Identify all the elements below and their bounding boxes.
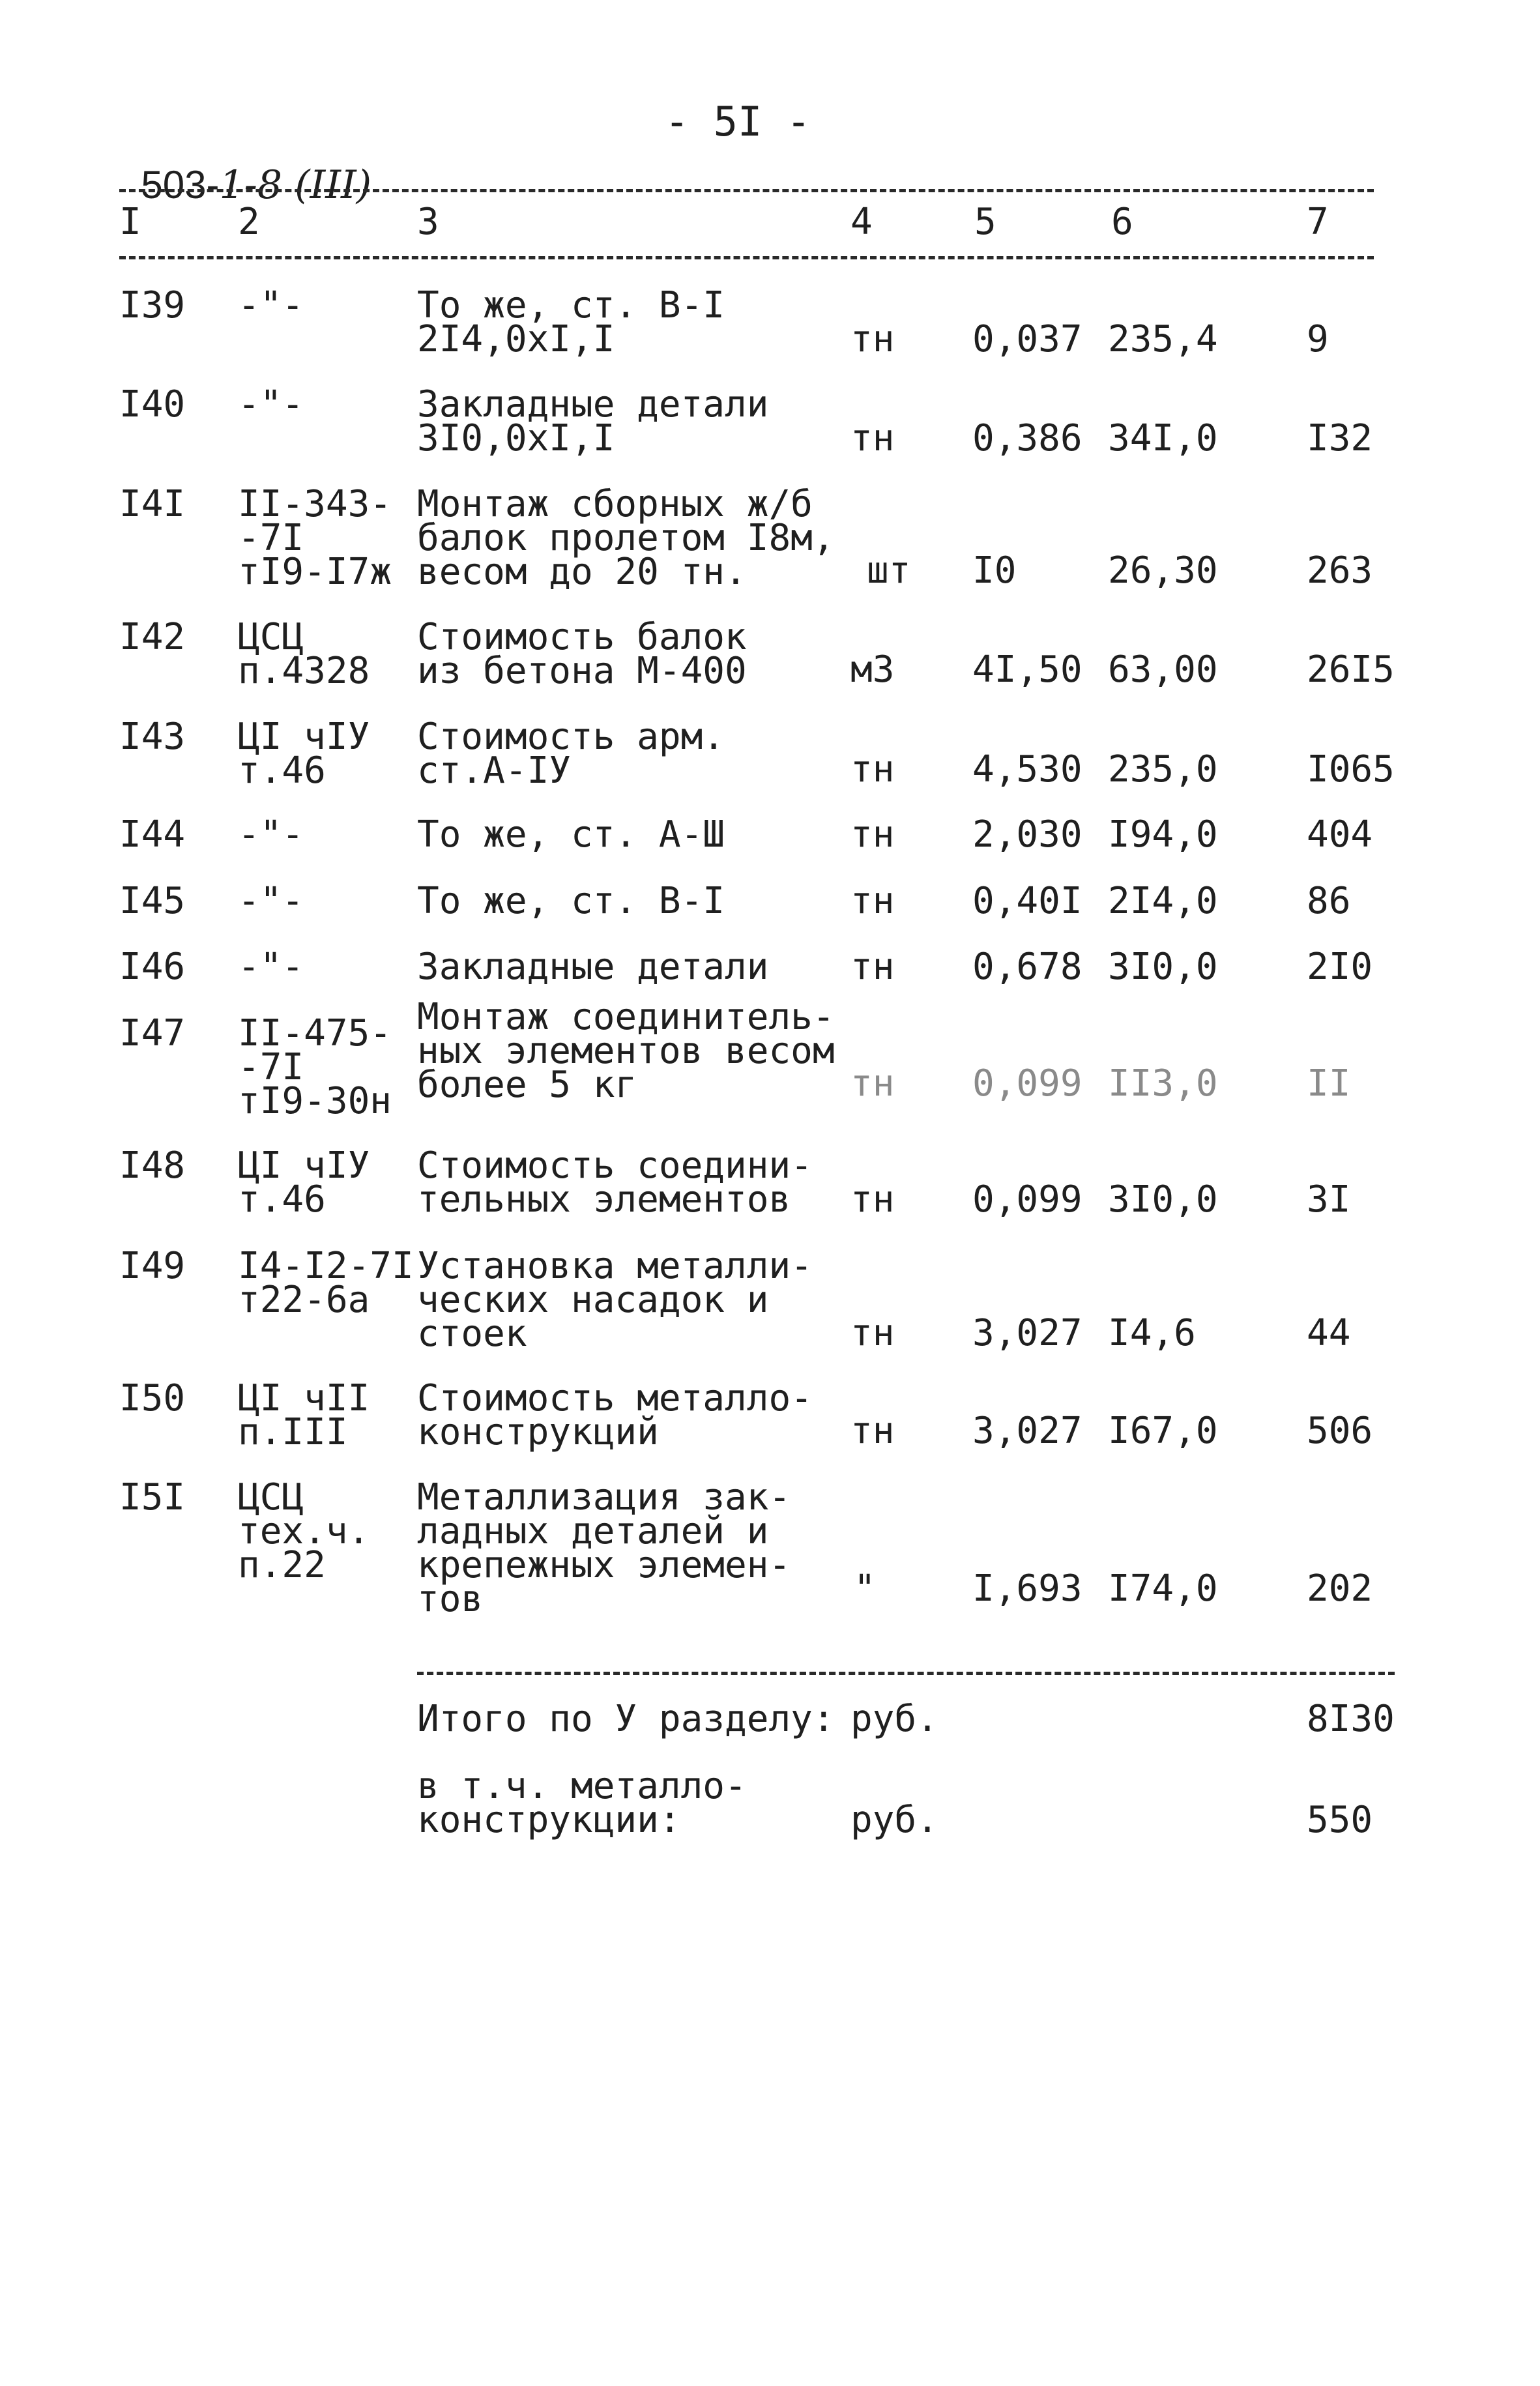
col-header-3: 3 xyxy=(417,201,439,243)
row-description: Монтаж сборных ж/б балок пролетом I8м, весом до 20 тн. xyxy=(417,483,835,593)
row-quantity: 3,027 xyxy=(972,1410,1082,1452)
row-description: Монтаж соединитель- ных элементов весом более 5 кг xyxy=(417,996,835,1106)
row-number: I4I xyxy=(119,483,186,525)
row-number: I50 xyxy=(119,1377,186,1419)
row-number: I44 xyxy=(119,813,186,856)
row-quantity: 4I,50 xyxy=(972,648,1082,691)
row-unit: тн xyxy=(850,318,895,360)
row-total: 2I0 xyxy=(1307,946,1373,988)
row-number: I46 xyxy=(119,946,186,988)
row-total: 3I xyxy=(1307,1178,1351,1221)
row-description: Стоимость соедини- тельных элементов xyxy=(417,1144,813,1221)
row-description: То же, ст. В-I 2I4,0xI,I xyxy=(417,284,725,360)
col-header-2: 2 xyxy=(238,201,260,243)
page-number: - 5I - xyxy=(665,98,811,145)
row-description: Закладные детали 3I0,0xI,I xyxy=(417,383,769,459)
row-total: 263 xyxy=(1307,549,1373,592)
row-reference: -"- xyxy=(238,946,304,988)
row-total: 202 xyxy=(1307,1567,1373,1610)
row-quantity: 0,099 xyxy=(972,1062,1082,1105)
col-header-4: 4 xyxy=(850,201,873,243)
row-unit: тн xyxy=(850,1312,895,1354)
row-quantity: 0,40I xyxy=(972,880,1082,922)
row-quantity: 2,030 xyxy=(972,813,1082,856)
row-price: 3I0,0 xyxy=(1108,1178,1218,1221)
row-reference: ЦI чIУ т.46 xyxy=(238,1144,370,1221)
metal-structures-label: в т.ч. металло- конструкции: xyxy=(417,1765,747,1841)
row-unit: шт xyxy=(867,549,911,592)
row-unit: тн xyxy=(850,417,895,459)
row-quantity: 4,530 xyxy=(972,748,1082,791)
row-description: Стоимость арм. ст.А-IУ xyxy=(417,716,725,792)
row-number: I48 xyxy=(119,1144,186,1187)
row-unit: тн xyxy=(850,1062,895,1105)
col-header-7: 7 xyxy=(1307,201,1329,243)
row-unit: м3 xyxy=(850,648,895,691)
row-total: 9 xyxy=(1307,318,1329,360)
row-quantity: 0,386 xyxy=(972,417,1082,459)
row-price: I4,6 xyxy=(1108,1312,1196,1354)
row-quantity: I,693 xyxy=(972,1567,1082,1610)
row-number: I5I xyxy=(119,1476,186,1519)
row-price: 3I0,0 xyxy=(1108,946,1218,988)
row-reference: -"- xyxy=(238,813,304,856)
row-number: I39 xyxy=(119,284,186,327)
metal-structures-unit: руб. xyxy=(850,1799,938,1841)
row-number: I43 xyxy=(119,716,186,758)
row-number: I40 xyxy=(119,383,186,426)
row-description: Металлизация зак- ладных деталей и крепежных элемен- тов xyxy=(417,1476,791,1620)
row-reference: ЦСЦ тех.ч. п.22 xyxy=(238,1476,370,1586)
document-code-handwritten: 1-8 (III) xyxy=(219,162,372,208)
row-unit: тн xyxy=(850,1178,895,1221)
row-reference: ЦI чIУ т.46 xyxy=(238,716,370,792)
col-header-1: I xyxy=(119,201,141,243)
row-reference: II-343- -7I тI9-I7ж xyxy=(238,483,392,593)
row-price: II3,0 xyxy=(1108,1062,1218,1105)
row-description: То же, ст. В-I xyxy=(417,880,725,922)
row-total: I32 xyxy=(1307,417,1373,459)
row-reference: -"- xyxy=(238,284,304,327)
row-reference: II-475- -7I тI9-30н xyxy=(238,1012,392,1122)
header-top-rule xyxy=(119,189,1374,192)
row-unit: " xyxy=(854,1567,876,1610)
row-price: 235,4 xyxy=(1108,318,1218,360)
row-description: То же, ст. А-Ш xyxy=(417,813,725,856)
row-unit: тн xyxy=(850,1410,895,1452)
col-header-5: 5 xyxy=(974,201,996,243)
row-unit: тн xyxy=(850,946,895,988)
row-number: I42 xyxy=(119,616,186,658)
row-unit: тн xyxy=(850,748,895,791)
row-total: II xyxy=(1307,1062,1351,1105)
row-price: I67,0 xyxy=(1108,1410,1218,1452)
row-description: Установка металли- ческих насадок и стоек xyxy=(417,1245,813,1355)
row-description: Стоимость металло- конструкций xyxy=(417,1377,813,1453)
row-price: 63,00 xyxy=(1108,648,1218,691)
row-total: I065 xyxy=(1307,748,1395,791)
row-description: Закладные детали xyxy=(417,946,769,988)
total-label: Итого по У разделу: xyxy=(417,1698,835,1740)
document-code-printed: 503- xyxy=(141,163,220,207)
row-number: I49 xyxy=(119,1245,186,1287)
row-unit: тн xyxy=(850,813,895,856)
row-quantity: 0,037 xyxy=(972,318,1082,360)
row-price: I94,0 xyxy=(1108,813,1218,856)
summary-rule xyxy=(417,1672,1395,1675)
row-unit: тн xyxy=(850,880,895,922)
col-header-6: 6 xyxy=(1111,201,1133,243)
row-reference: ЦI чII п.III xyxy=(238,1377,370,1453)
row-total: 86 xyxy=(1307,880,1351,922)
row-reference: I4-I2-7I т22-6а xyxy=(238,1245,414,1321)
header-bottom-rule xyxy=(119,256,1374,259)
row-total: 44 xyxy=(1307,1312,1351,1354)
row-total: 506 xyxy=(1307,1410,1373,1452)
row-reference: -"- xyxy=(238,383,304,426)
row-price: 26,30 xyxy=(1108,549,1218,592)
row-reference: ЦСЦ п.4328 xyxy=(238,616,370,692)
row-reference: -"- xyxy=(238,880,304,922)
row-price: 2I4,0 xyxy=(1108,880,1218,922)
row-number: I47 xyxy=(119,1012,186,1055)
document-code xyxy=(119,117,371,208)
total-unit: руб. xyxy=(850,1698,938,1740)
metal-structures-value: 550 xyxy=(1307,1799,1373,1841)
row-price: 34I,0 xyxy=(1108,417,1218,459)
row-quantity: 0,099 xyxy=(972,1178,1082,1221)
row-price: 235,0 xyxy=(1108,748,1218,791)
row-quantity: 0,678 xyxy=(972,946,1082,988)
row-total: 404 xyxy=(1307,813,1373,856)
row-description: Стоимость балок из бетона М-400 xyxy=(417,616,747,692)
total-value: 8I30 xyxy=(1307,1698,1395,1740)
row-total: 26I5 xyxy=(1307,648,1395,691)
row-quantity: I0 xyxy=(972,549,1017,592)
row-number: I45 xyxy=(119,880,186,922)
row-quantity: 3,027 xyxy=(972,1312,1082,1354)
row-price: I74,0 xyxy=(1108,1567,1218,1610)
